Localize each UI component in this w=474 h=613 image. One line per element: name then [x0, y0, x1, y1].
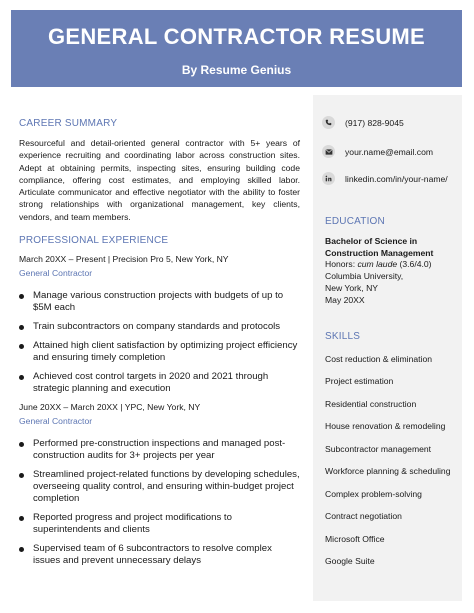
resume-header — [11, 10, 462, 87]
career-summary-text: Resourceful and detail-oriented general contractor with 5+ years of experience recruiting and coordinating labor across construction sites. Adept at obtaining permits, inspecting sites, ensuring building code compliance, offering cost estimates, and employing skilled labor. Articulate communicator and effective negotiator with the ability to foster strong relationships with organizational management, key clients, vendors, and team members. — [19, 138, 300, 222]
bullet-item — [19, 340, 300, 364]
education-heading: EDUCATION — [325, 216, 385, 227]
skill-item: Subcontractor management — [325, 444, 432, 454]
email-icon — [322, 145, 335, 158]
resume-subtitle: By Resume Genius — [181, 63, 292, 77]
skill-item: Google Suite — [325, 556, 375, 566]
school-name: Columbia University, — [325, 271, 404, 282]
bullet-icon — [19, 442, 24, 447]
bullet-text: Streamlined project-related functions by developing schedules, overseeing quality control, and ensuring within-budget project completion — [33, 469, 300, 505]
school-location: New York, NY — [325, 282, 379, 293]
bullet-icon — [19, 375, 24, 380]
email-text: your.name@email.com — [345, 146, 434, 157]
bullet-text: Achieved cost control targets in 2020 and 2021 through strategic planning and execution — [33, 371, 269, 395]
experience-heading: PROFESSIONAL EXPERIENCE — [19, 235, 169, 247]
bullet-text: Attained high client satisfaction by optimizing project efficiency and ensuring timely completion — [33, 340, 298, 364]
bullet-text: Manage various construction projects with budgets of up to $5M each — [33, 290, 284, 314]
phone-icon — [322, 116, 335, 129]
job-bullets — [19, 290, 300, 395]
main-column — [19, 118, 300, 574]
bullet-icon — [19, 294, 24, 299]
job-role: General Contractor — [19, 268, 93, 279]
bullet-item — [19, 438, 300, 462]
linkedin-text: linkedin.com/in/your-name/ — [345, 173, 448, 184]
bullet-text: Supervised team of 6 subcontractors to resolve complex issues and prevent unnecessary delays — [33, 543, 272, 567]
education-block — [325, 236, 455, 306]
job-role: General Contractor — [19, 416, 93, 427]
contact-linkedin — [322, 172, 448, 185]
phone-text: (917) 828-9045 — [345, 117, 404, 128]
skill-item: Contract negotiation — [325, 511, 402, 521]
sidebar-panel — [313, 95, 462, 601]
job-bullets — [19, 438, 300, 567]
bullet-text: Train subcontractors on company standards and protocols — [33, 321, 281, 333]
linkedin-icon — [322, 172, 335, 185]
skill-item: Microsoft Office — [325, 534, 385, 544]
skill-item: Residential construction — [325, 399, 417, 409]
skills-heading: SKILLS — [325, 331, 361, 342]
career-summary-heading: CAREER SUMMARY — [19, 118, 118, 129]
honors-gpa: (3.6/4.0) — [397, 259, 432, 270]
skill-item: House renovation & remodeling — [325, 421, 446, 431]
honors-distinction: cum laude — [357, 259, 398, 270]
resume-title: GENERAL CONTRACTOR RESUME — [47, 24, 426, 49]
skill-item: Project estimation — [325, 376, 394, 386]
bullet-item — [19, 321, 300, 333]
bullet-text: Performed pre-construction inspections and managed post-construction audits for 3+ projects per year — [33, 438, 286, 462]
job-date-company: March 20XX – Present | Precision Pro 5, New York, NY — [19, 254, 229, 265]
honors-label: Honors: — [325, 259, 358, 270]
bullet-icon — [19, 516, 24, 521]
contact-email — [322, 145, 433, 158]
job-entry — [19, 402, 300, 567]
bullet-text: Reported progress and project modifications to superintendents and clients — [33, 512, 232, 536]
honors-line — [325, 259, 455, 271]
bullet-icon — [19, 325, 24, 330]
bullet-item — [19, 371, 300, 395]
bullet-item — [19, 512, 300, 536]
bullet-icon — [19, 473, 24, 478]
bullet-item — [19, 543, 300, 567]
contact-phone — [322, 116, 404, 129]
skill-item: Cost reduction & elimination — [325, 354, 432, 364]
bullet-item — [19, 469, 300, 505]
skill-item: Complex problem-solving — [325, 489, 422, 499]
graduation-date: May 20XX — [325, 294, 365, 305]
bullet-icon — [19, 547, 24, 552]
skill-item: Workforce planning & scheduling — [325, 466, 451, 476]
job-entry — [19, 254, 300, 395]
bullet-icon — [19, 344, 24, 349]
bullet-item — [19, 290, 300, 314]
degree-name: Bachelor of Science in Construction Management — [325, 236, 434, 258]
job-date-company: June 20XX – March 20XX | YPC, New York, NY — [19, 402, 201, 413]
